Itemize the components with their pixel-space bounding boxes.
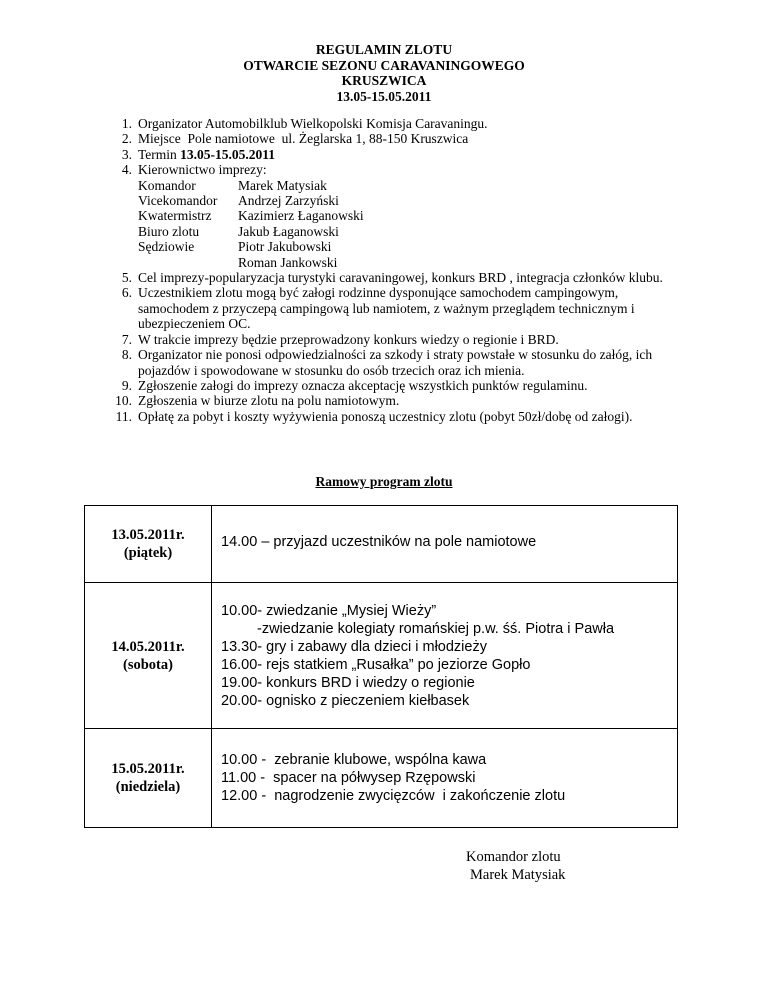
list-number: 5. [121,270,132,286]
title-line: OTWARCIE SEZONU CARAVANINGOWEGO [243,57,525,73]
title-line: 13.05-15.05.2011 [336,88,432,104]
staff-role: Vicekomandor [138,193,218,209]
document-title [0,42,768,104]
list-number: 3. [121,146,132,162]
staff-name: Jakub Łaganowski [238,223,339,239]
day-date: 13.05.2011r. [111,527,185,543]
list-number: 10. [115,393,132,409]
list-text: Zgłoszenia w biurze zlotu na polu namiotowym. [138,393,400,409]
staff-role: Kwatermistrz [138,208,212,224]
list-number: 9. [121,377,132,393]
signature-name: Marek Matysiak [470,867,566,883]
staff-name: Marek Matysiak [238,177,327,193]
event-line: 12.00 - nagrodzenie zwycięzców i zakończenie zlotu [221,788,566,804]
list-text: W trakcie imprezy będzie przeprowadzony konkurs wiedzy o regionie i BRD. [138,331,559,347]
program-title: Ramowy program zlotu [315,474,453,489]
staff-name: Kazimierz Łaganowski [238,208,364,224]
day-date: 14.05.2011r. [111,638,185,655]
list-text: Termin [138,146,181,162]
day-cell [85,506,212,583]
list-item [108,393,668,408]
day-weekday: (niedziela) [115,779,181,795]
day-date: 15.05.2011r. [111,761,185,777]
events-cell [212,583,678,729]
list-text: Organizator nie ponosi odpowiedzialności za szkody i straty powstałe w stosunku do załóg, ich pojazdów i spowodowane w stosunku do osób trzecich oraz ich mienia. [138,347,653,378]
list-item [108,285,668,331]
event-line: 10.00- zwiedzanie „Mysiej Wieży” [221,602,437,619]
staff-name: Piotr Jakubowski [238,239,332,255]
list-item [108,378,668,393]
list-item [108,270,668,285]
event-line: 13.30- gry i zabawy dla dzieci i młodzieży [221,638,487,655]
list-text: Opłatę za pobyt i koszty wyżywienia ponoszą uczestnicy zlotu (pobyt 50zł/dobę od załogi). [138,408,633,424]
list-number: 8. [121,347,132,363]
events-cell [212,506,678,583]
signature [466,848,565,884]
list-text: Organizator Automobilklub Wielkopolski Komisja Caravaningu. [138,116,488,131]
list-item [108,162,668,270]
list-item [108,147,668,162]
staff-role [138,255,238,270]
staff-role: Sędziowie [138,239,195,255]
event-line: 19.00- konkurs BRD i wiedzy o regionie [221,674,475,691]
list-text: Zgłoszenie załogi do imprezy oznacza akceptację wszystkich punktów regulaminu. [138,377,588,393]
event-line: -zwiedzanie kolegiaty romańskiej p.w. śś. Piotra i Pawła [257,620,615,637]
table-row [85,583,678,729]
list-item [108,347,668,378]
list-number: 6. [121,285,132,301]
staff-role: Komandor [138,177,196,193]
list-item [108,409,668,424]
program-table [84,505,678,828]
title-line: KRUSZWICA [341,73,427,88]
day-weekday: (sobota) [123,656,173,673]
list-item [108,131,668,146]
staff-name: Roman Jankowski [238,254,338,270]
list-text: Miejsce Pole namiotowe ul. Żeglarska 1, 88-150 Kruszwica [138,131,469,147]
event-date: 13.05-15.05.2011 [180,146,276,162]
event-line: 16.00- rejs statkiem „Rusałka” po jeziorze Gopło [221,656,531,673]
list-number: 2. [121,131,132,147]
list-item [108,332,668,347]
list-text: Uczestnikiem zlotu mogą być załogi rodzinne dysponujące samochodem campingowym, samochodem z przyczepą campingową lub namiotem, z ważnym przeglądem technicznym i ubezpieczeniem OC. [138,285,635,332]
staff-role: Biuro zlotu [138,223,200,239]
events-cell [212,729,678,828]
title-line: REGULAMIN ZLOTU [315,42,453,57]
signature-role: Komandor zlotu [466,849,561,865]
staff-name: Andrzej Zarzyński [238,193,339,209]
list-number: 4. [121,162,132,178]
list-number: 7. [121,331,132,347]
event-line: 14.00 – przyjazd uczestników na pole namiotowe [221,534,537,550]
list-text: Cel imprezy-popularyzacja turystyki caravaningowej, konkurs BRD , integracja członków klubu. [138,270,663,286]
day-weekday: (piątek) [123,545,173,561]
table-row [85,506,678,583]
rules-list [108,116,668,424]
event-line: 10.00 - zebranie klubowe, wspólna kawa [221,752,487,768]
day-cell [85,729,212,828]
table-row [85,729,678,828]
list-text: Kierownictwo imprezy: [138,162,267,178]
list-number: 11. [115,408,132,424]
event-line: 11.00 - spacer na półwysep Rzępowski [221,770,476,786]
list-item [108,116,668,131]
list-number: 1. [121,116,132,131]
event-line: 20.00- ognisko z pieczeniem kiełbasek [221,692,470,709]
staff-list [138,178,668,270]
day-cell [85,583,212,729]
